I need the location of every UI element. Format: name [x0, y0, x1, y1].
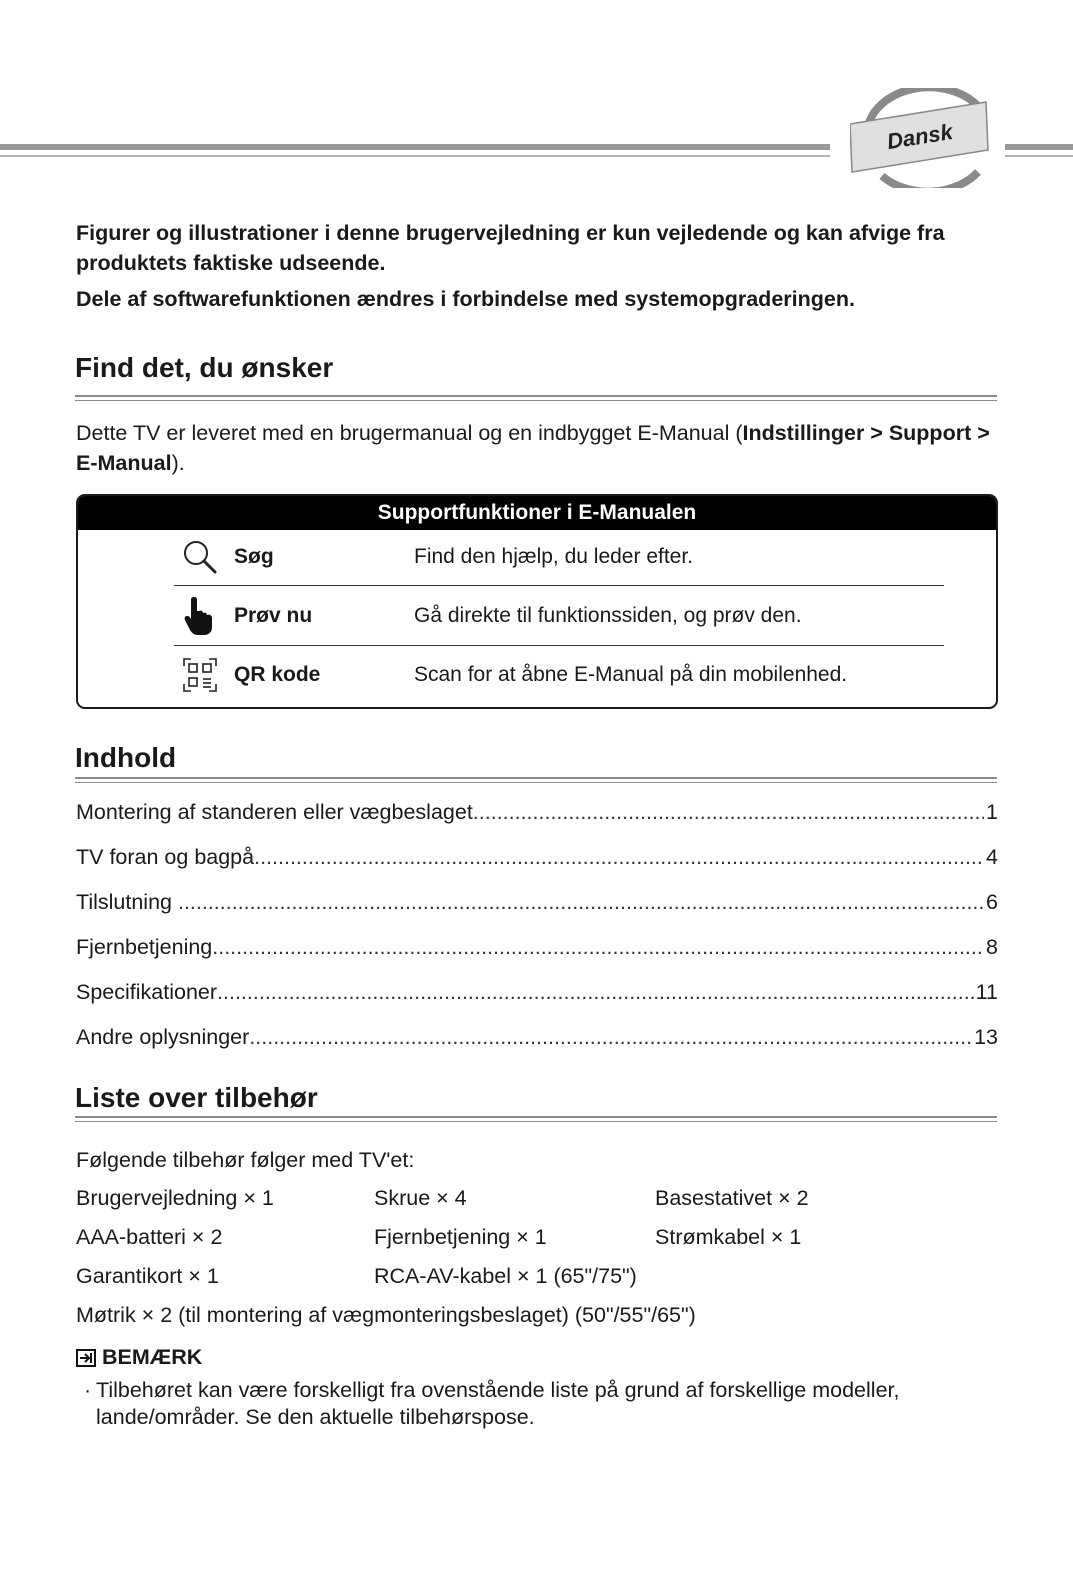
note-title: BEMÆRK: [102, 1345, 203, 1369]
toc-page: 13: [974, 1025, 998, 1049]
support-row-search: [174, 528, 944, 586]
intro-line-1: Figurer og illustrationer i denne brugervejledning er kun vejledende og kan afvige fra produktets faktiske udseende.: [76, 221, 945, 275]
section-title-contents: Indhold: [75, 742, 177, 773]
toc-leader: [217, 980, 974, 1005]
section-title-find: Find det, du ønsker: [75, 352, 334, 383]
toc-leader: [473, 800, 984, 825]
section-rule-accessories: [75, 1116, 997, 1122]
toc-leader: [212, 935, 984, 960]
section-title-accessories: Liste over tilbehør: [75, 1082, 318, 1113]
accessory-item: AAA-batteri × 2: [76, 1225, 223, 1249]
accessory-item: Strømkabel × 1: [655, 1225, 802, 1249]
pointing-hand-icon: [174, 595, 234, 637]
intro-line-2: Dele af softwarefunktionen ændres i forbindelse med systemopgraderingen.: [76, 287, 855, 311]
note-text: [84, 1377, 1004, 1431]
header-bar-left: [0, 144, 830, 150]
intro-notice: [76, 218, 1006, 314]
toc-page: 1: [986, 800, 998, 824]
accessory-item: RCA-AV-kabel × 1 (65"/75"): [374, 1264, 637, 1288]
support-row-try-now: [174, 586, 944, 646]
accessory-item: Fjernbetjening × 1: [374, 1225, 547, 1249]
magnifier-icon: [174, 539, 234, 575]
support-box-title: Supportfunktioner i E-Manualen: [78, 496, 996, 530]
accessory-item: Garantikort × 1: [76, 1264, 219, 1288]
support-name: Søg: [234, 544, 274, 568]
toc-leader: [178, 890, 984, 915]
toc-label: Specifikationer: [76, 980, 218, 1004]
note-heading: [76, 1345, 202, 1370]
header-bar-left-thin: [0, 155, 830, 157]
section-rule-contents: [75, 777, 997, 783]
accessories-intro: Følgende tilbehør følger med TV'et:: [76, 1148, 415, 1172]
language-badge: [850, 88, 1000, 188]
table-of-contents: [76, 800, 998, 1070]
section-rule-find: [75, 395, 997, 401]
toc-label: Tilslutning: [76, 890, 178, 914]
support-desc: Gå direkte til funktionssiden, og prøv den.: [414, 603, 802, 627]
note-icon: [76, 1349, 96, 1367]
toc-label: TV foran og bagpå: [76, 845, 255, 869]
support-name: QR kode: [234, 663, 321, 686]
toc-page: 4: [986, 845, 998, 869]
find-description: Dette TV er leveret med en brugermanual og en indbygget E-Manual (Indstillinger > Support > E-Manual).: [76, 421, 990, 475]
language-label: Dansk: [885, 119, 955, 155]
accessory-item-nuts: Møtrik × 2 (til montering af vægmonteringsbeslaget) (50"/55"/65"): [76, 1303, 696, 1327]
toc-item[interactable]: [76, 935, 998, 980]
toc-item[interactable]: [76, 980, 998, 1025]
toc-item[interactable]: [76, 800, 998, 845]
support-desc: Find den hjælp, du leder efter.: [414, 544, 694, 568]
qr-code-icon: [174, 657, 234, 693]
support-desc: Scan for at åbne E-Manual på din mobilenhed.: [414, 663, 848, 686]
header-bar-right-thin: [1005, 155, 1073, 157]
note-content: Tilbehøret kan være forskelligt fra ovenstående liste på grund af forskellige modeller, lande/områder. Se den aktuelle tilbehørspose.: [96, 1378, 900, 1429]
toc-item[interactable]: [76, 845, 998, 890]
toc-item[interactable]: [76, 1025, 998, 1070]
header-bar-right: [1005, 144, 1073, 150]
support-name: Prøv nu: [234, 603, 313, 627]
toc-page: 8: [986, 935, 998, 959]
toc-leader: [254, 845, 984, 870]
toc-page: 11: [975, 980, 998, 1004]
accessory-item: Basestativet × 2: [655, 1186, 809, 1210]
toc-item[interactable]: [76, 890, 998, 935]
toc-page: 6: [986, 890, 998, 914]
accessory-item: Brugervejledning × 1: [76, 1186, 274, 1210]
support-functions-box: [76, 494, 998, 709]
accessory-item: Skrue × 4: [374, 1186, 467, 1210]
toc-label: Andre oplysninger: [76, 1025, 250, 1049]
note-bullet: ·: [84, 1378, 92, 1402]
support-row-qr: [174, 646, 944, 704]
toc-leader: [249, 1025, 972, 1050]
toc-label: Fjernbetjening: [76, 935, 213, 959]
toc-label: Montering af standeren eller vægbeslaget: [76, 800, 473, 824]
